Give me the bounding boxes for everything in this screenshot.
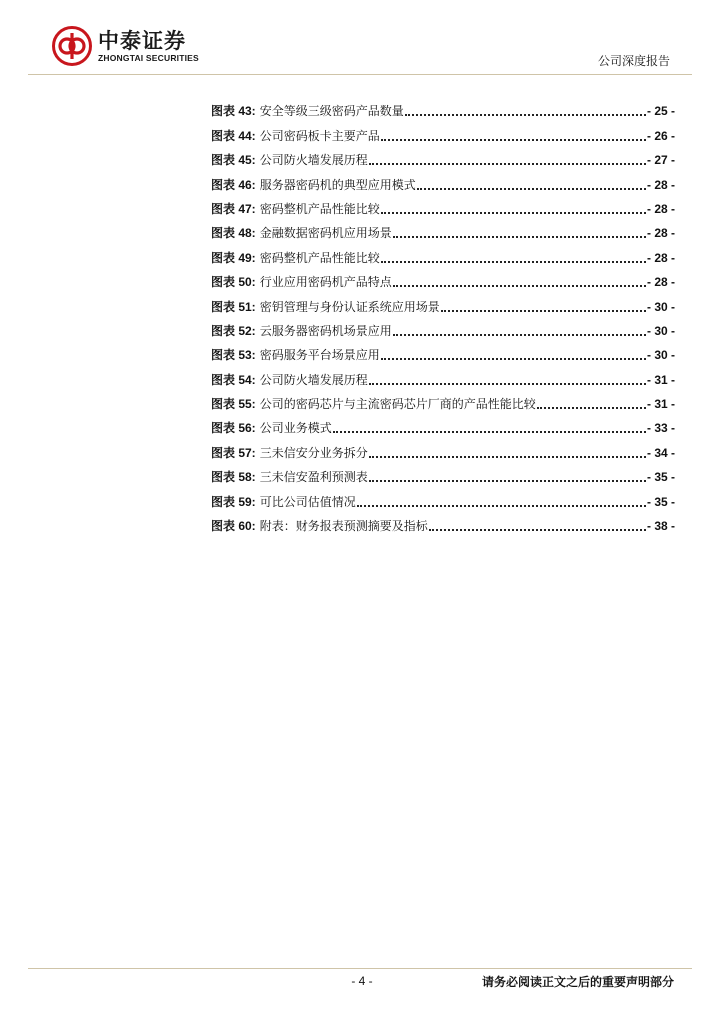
toc-entry-number: 图表 59: [211,494,256,509]
toc-dot-leader [369,383,646,385]
toc-dot-leader [393,285,646,287]
toc-entry[interactable] [211,509,675,533]
toc-entry[interactable] [211,143,675,167]
page-header [0,0,724,80]
toc-dot-leader [381,261,646,263]
toc-entry-title: 公司的密码芯片与主流密码芯片厂商的产品性能比较 [259,397,536,412]
logo-english-name: ZHONGTAI SECURITIES [98,52,199,63]
toc-entry-page: - 28 - [646,226,675,241]
toc-entry-number: 图表 58: [211,470,256,485]
toc-entry[interactable] [211,216,675,240]
toc-entry-title: 云服务器密码机场景应用 [259,323,392,338]
toc-entry-title: 附表：财务报表预测摘要及指标 [259,519,428,534]
toc-dot-leader [393,334,646,336]
toc-entry-title: 行业应用密码机产品特点 [259,275,392,290]
toc-entry-page: - 30 - [646,299,675,314]
toc-entry-title: 三未信安分业务拆分 [259,445,368,460]
toc-entry[interactable] [211,192,675,216]
zhongtai-logo-icon [52,26,92,66]
toc-entry-title: 可比公司估值情况 [259,494,356,509]
header-divider [28,74,692,75]
toc-entry-number: 图表 50: [211,275,256,290]
toc-entry-number: 图表 54: [211,372,256,387]
toc-entry-page: - 35 - [646,470,675,485]
toc-entry-number: 图表 60: [211,519,256,534]
toc-dot-leader [417,188,646,190]
toc-entry-title: 公司业务模式 [259,421,332,436]
toc-entry[interactable] [211,167,675,191]
toc-dot-leader [441,310,646,312]
toc-entry-page: - 28 - [646,275,675,290]
toc-entry-page: - 34 - [646,445,675,460]
company-logo [52,26,199,66]
toc-entry-page: - 28 - [646,201,675,216]
toc-entry-page: - 27 - [646,153,675,168]
toc-dot-leader [537,407,646,409]
toc-entry[interactable] [211,240,675,264]
toc-entry-number: 图表 56: [211,421,256,436]
toc-entry[interactable] [211,362,675,386]
toc-entry-page: - 30 - [646,348,675,363]
toc-entry-number: 图表 52: [211,323,256,338]
toc-dot-leader [405,114,646,116]
report-type-label: 公司深度报告 [597,54,670,68]
toc-entry-title: 密码整机产品性能比较 [259,250,380,265]
toc-entry[interactable] [211,338,675,362]
toc-entry[interactable] [211,118,675,142]
toc-entry[interactable] [211,460,675,484]
toc-entry-page: - 31 - [646,397,675,412]
toc-entry-number: 图表 57: [211,445,256,460]
toc-entry-page: - 35 - [646,494,675,509]
toc-entry-title: 密钥管理与身份认证系统应用场景 [259,299,440,314]
figure-index-list [211,94,675,533]
toc-entry-title: 金融数据密码机应用场景 [259,226,392,241]
toc-dot-leader [369,163,646,165]
toc-entry-number: 图表 53: [211,348,256,363]
toc-entry-number: 图表 44: [211,128,256,143]
toc-entry-number: 图表 45: [211,153,256,168]
toc-dot-leader [369,480,646,482]
toc-entry-number: 图表 49: [211,250,256,265]
footer-divider [28,968,692,969]
disclaimer-note: 请务必阅读正文之后的重要声明部分 [481,975,674,989]
toc-dot-leader [381,212,646,214]
toc-entry-number: 图表 48: [211,226,256,241]
toc-entry-title: 密码整机产品性能比较 [259,201,380,216]
toc-entry-title: 安全等级三级密码产品数量 [259,104,404,119]
toc-entry[interactable] [211,387,675,411]
toc-entry-number: 图表 47: [211,201,256,216]
toc-entry-page: - 26 - [646,128,675,143]
toc-entry-page: - 28 - [646,250,675,265]
toc-entry-title: 公司防火墙发展历程 [259,372,368,387]
toc-entry-title: 三未信安盈利预测表 [259,470,368,485]
toc-entry-page: - 28 - [646,177,675,192]
toc-entry[interactable] [211,289,675,313]
toc-entry[interactable] [211,435,675,459]
toc-entry-page: - 38 - [646,519,675,534]
toc-entry[interactable] [211,265,675,289]
toc-entry-number: 图表 55: [211,397,256,412]
toc-entry-number: 图表 43: [211,104,256,119]
toc-dot-leader [369,456,646,458]
toc-dot-leader [333,431,646,433]
toc-dot-leader [429,529,646,531]
logo-chinese-name: 中泰证券 [98,28,186,53]
toc-dot-leader [357,505,646,507]
toc-entry-title: 服务器密码机的典型应用模式 [259,177,416,192]
toc-entry-page: - 33 - [646,421,675,436]
page-number: - 4 - [351,974,373,988]
toc-dot-leader [393,236,646,238]
toc-dot-leader [381,358,646,360]
toc-entry-number: 图表 51: [211,299,256,314]
toc-entry-title: 密码服务平台场景应用 [259,348,380,363]
toc-entry[interactable] [211,94,675,118]
toc-entry[interactable] [211,314,675,338]
toc-entry-page: - 25 - [646,104,675,119]
toc-entry[interactable] [211,411,675,435]
toc-dot-leader [381,139,646,141]
toc-entry[interactable] [211,484,675,508]
toc-entry-page: - 30 - [646,323,675,338]
toc-entry-title: 公司防火墙发展历程 [259,153,368,168]
toc-entry-page: - 31 - [646,372,675,387]
toc-entry-title: 公司密码板卡主要产品 [259,128,380,143]
toc-entry-number: 图表 46: [211,177,256,192]
